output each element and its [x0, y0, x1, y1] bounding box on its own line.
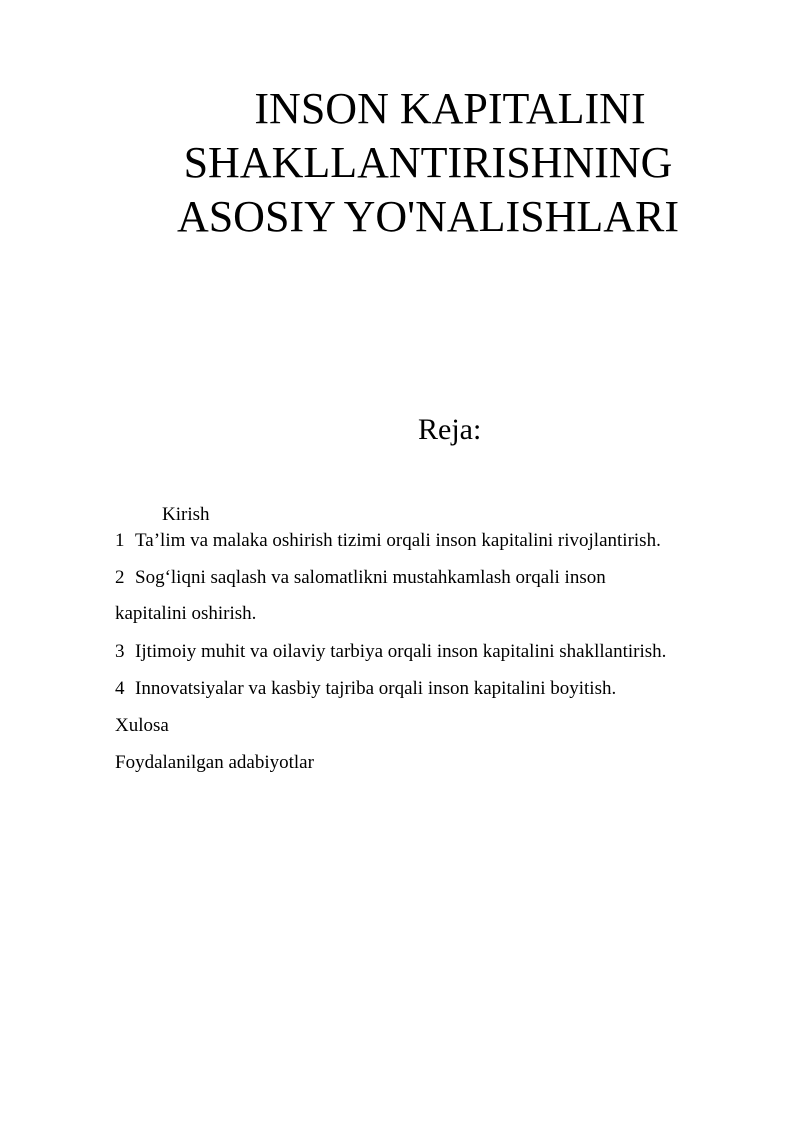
toc-references: Foydalanilgan adabiyotlar: [115, 752, 314, 773]
toc-item-2: [115, 567, 606, 589]
toc-item-number: 2: [115, 567, 125, 588]
title-line-1: INSON KAPITALINI: [254, 84, 646, 133]
toc-item-number: 3: [115, 641, 125, 662]
toc-item-2-continuation: kapitalini oshirish.: [115, 603, 257, 624]
toc-item-3: [115, 641, 666, 663]
title-line-3: ASOSIY YO'NALISHLARI: [176, 192, 680, 241]
document-title: [0, 82, 800, 244]
title-line-2: SHAKLLANTIRISHNING: [183, 138, 673, 187]
toc-item-text: Innovatsiyalar va kasbiy tajriba orqali inson kapitalini boyitish.: [135, 678, 617, 699]
toc-item-number: 4: [115, 678, 125, 699]
toc-intro: Kirish: [162, 504, 210, 525]
toc-item-number: 1: [115, 530, 125, 551]
toc-item-text: Ta’lim va malaka oshirish tizimi orqali inson kapitalini rivojlantirish.: [135, 530, 661, 551]
toc-conclusion: Xulosa: [115, 715, 169, 736]
toc-item-4: [115, 678, 616, 700]
plan-heading: Reja:: [418, 413, 482, 446]
toc-item-text: Ijtimoiy muhit va oilaviy tarbiya orqali inson kapitalini shakllantirish.: [135, 641, 667, 662]
toc-item-text: Sog‘liqni saqlash va salomatlikni mustahkamlash orqali inson: [135, 567, 606, 588]
toc-item-1: [115, 530, 661, 552]
